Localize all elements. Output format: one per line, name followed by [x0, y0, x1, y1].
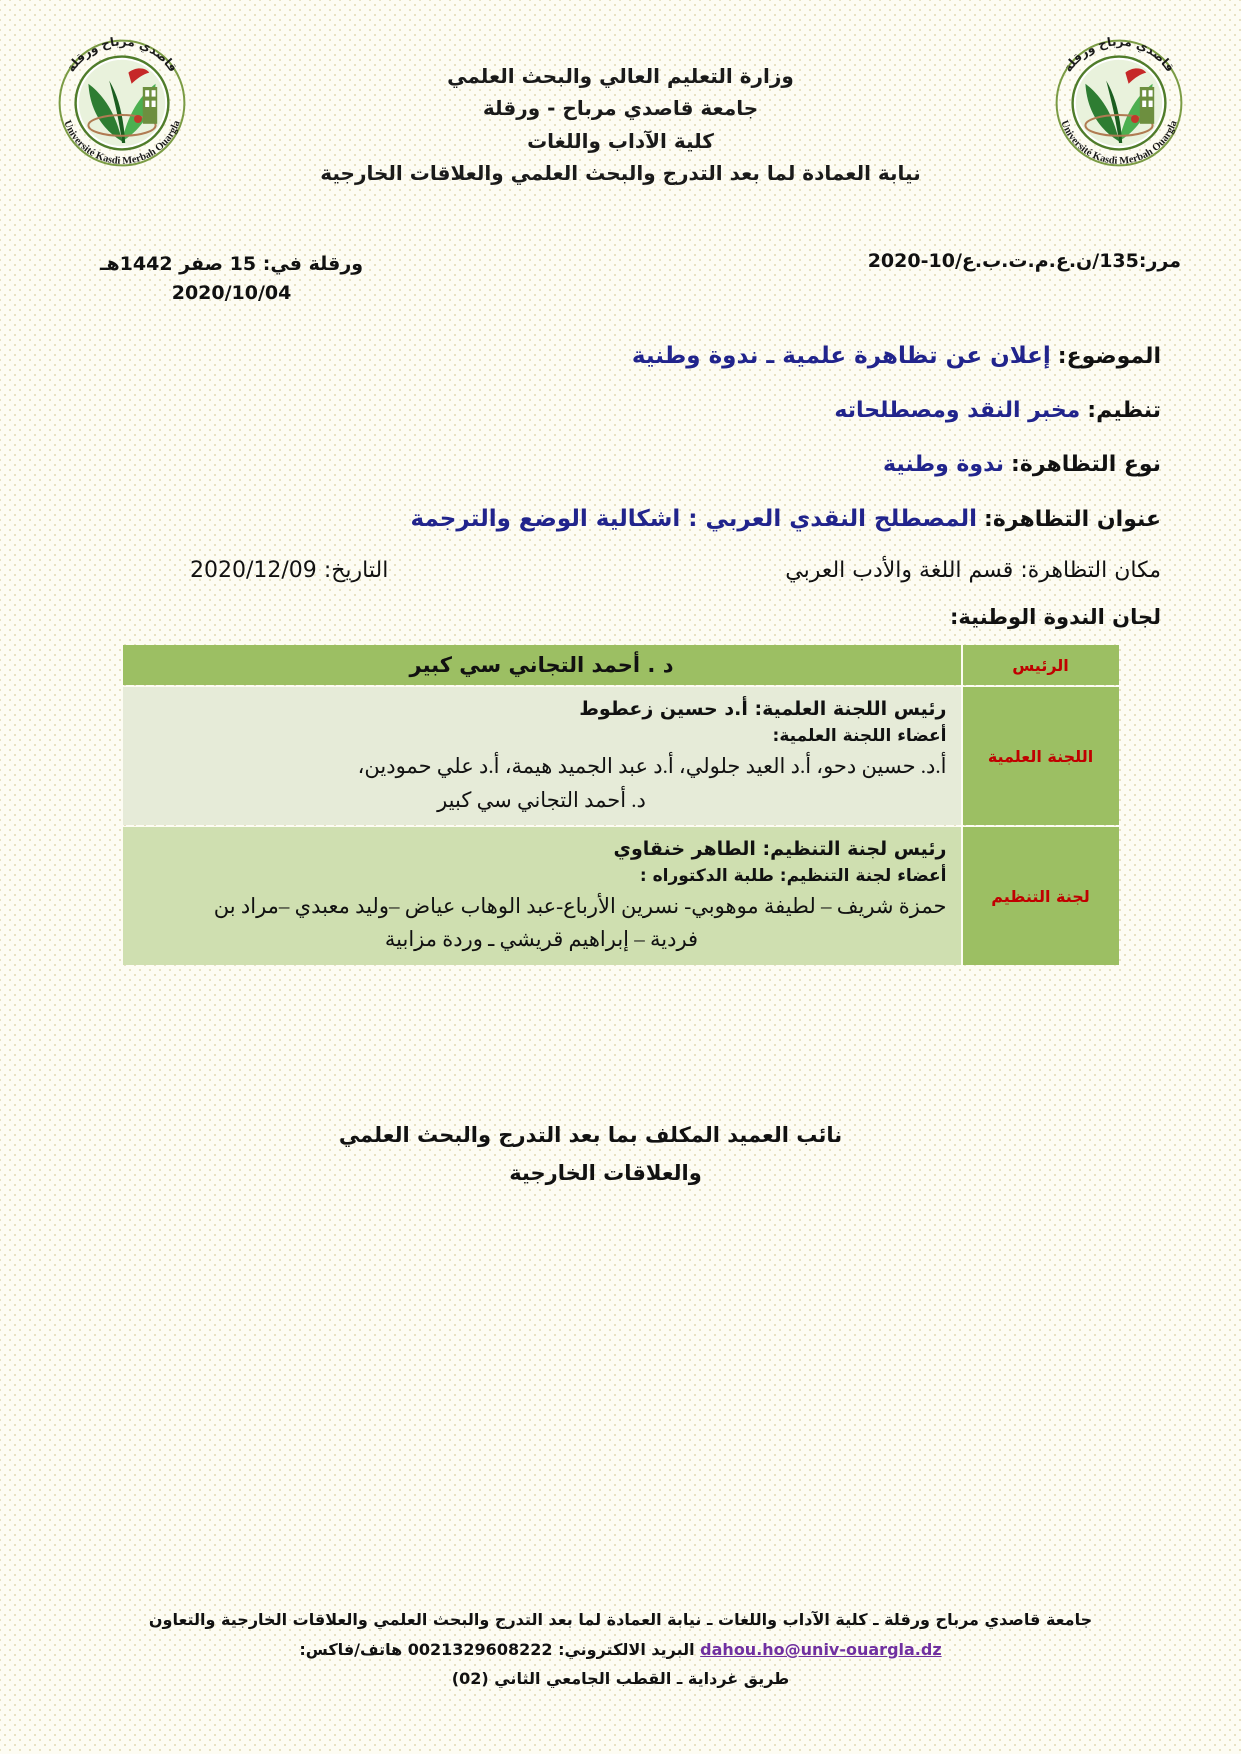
table-row [123, 687, 1119, 825]
svg-text:Université Kasdi Merbah Ouargl: Université Kasdi Merbah Ouargla [61, 118, 183, 167]
event-type-value: ندوة وطنية [883, 452, 1005, 478]
organizing-members-line-1: حمزة شريف – لطيفة موهوبي- نسرين الأرباع-عبد الوهاب عياض –وليد معبدي –مراد بن [213, 893, 947, 918]
date-value: 2020/12/09 [190, 558, 317, 584]
organizing-chair-name: الطاهر خنقاوي [613, 838, 756, 861]
organizing-chair-line [137, 835, 947, 864]
ministry-line: وزارة التعليم العالي والبحث العلمي [447, 64, 794, 88]
organizer-value: مخبر النقد ومصطلحاته [834, 398, 1081, 424]
signature-block [0, 1117, 1241, 1193]
signature-line-1: نائب العميد المكلف بما بعد التدرج والبحث العلمي [338, 1122, 843, 1147]
footer-email[interactable]: dahou.ho@univ-ouargla.dz [700, 1639, 942, 1659]
organizing-chair-prefix: رئيس لجنة التنظيم: [762, 838, 947, 861]
signature-line-2: والعلاقات الخارجية [509, 1160, 702, 1185]
place-date-block [100, 250, 363, 309]
subject-value: إعلان عن تظاهرة علمية ـ ندوة وطنية [631, 343, 1051, 369]
footer-phone-label: هاتف/فاكس: [299, 1639, 403, 1659]
document-footer [0, 1605, 1241, 1694]
footer-email-label: البريد الالكتروني: [558, 1639, 695, 1659]
date-place-row [80, 558, 1161, 583]
event-type-label: نوع التظاهرة: [1011, 452, 1161, 478]
subject-label: الموضوع: [1057, 344, 1161, 369]
scientific-committee-cell [123, 687, 961, 825]
place-label: مكان التظاهرة: [1020, 558, 1161, 584]
scientific-chair-line: رئيس اللجنة العلمية: أ.د حسين زعطوط [579, 698, 947, 721]
row-category-scientific: اللجنة العلمية [963, 687, 1119, 825]
footer-phone-value: 0021329608222 [407, 1639, 553, 1659]
place-date-gregorian: 2020/10/04 [171, 282, 292, 305]
row-category-president: الرئيس [963, 645, 1119, 685]
svg-text:Université Kasdi Merbah Ouargl: Université Kasdi Merbah Ouargla [1058, 118, 1180, 167]
president-name: د . أحمد التجاني سي كبير [123, 645, 961, 685]
header-title-block [0, 60, 1241, 190]
footer-address-line: جامعة قاصدي مرباح ورقلة ـ كلية الآداب واللغات ـ نيابة العمادة لما بعد التدرج والبحث العلمي والعلاقات الخارجية والتعاون [148, 1610, 1093, 1630]
scientific-members-line-2: د. أحمد التجاني سي كبير [437, 787, 646, 812]
organizing-members-label [137, 866, 947, 886]
place-date-hijri: ورقلة في: 15 صفر 1442هـ [100, 253, 364, 275]
scientific-members-line-1: أ.د. حسين دحو، أ.د العيد جلولي، أ.د عبد الجميد هيمة، أ.د علي حمودين، [357, 753, 947, 778]
organizer-line [80, 395, 1161, 427]
footer-campus-line: طريق غرداية ـ القطب الجامعي الثاني (02) [451, 1669, 790, 1689]
event-title-line [80, 503, 1161, 536]
event-title-label: عنوان التظاهرة: [984, 507, 1161, 533]
deanship-line: نيابة العمادة لما بعد التدرج والبحث العلمي والعلاقات الخارجية [320, 161, 921, 186]
table-row [123, 827, 1119, 965]
svg-text:قاصدي مرباح ورقلة: قاصدي مرباح ورقلة [1060, 34, 1178, 75]
announcement-meta [80, 340, 1161, 583]
organizing-members-prefix: أعضاء لجنة التنظيم: [779, 865, 947, 886]
place-value: قسم اللغة والأدب العربي [785, 558, 1014, 584]
svg-text:قاصدي مرباح ورقلة: قاصدي مرباح ورقلة [63, 34, 181, 75]
organizer-label: تنظيم: [1087, 398, 1161, 424]
reference-row [0, 248, 1241, 322]
committees-table [121, 643, 1121, 966]
event-title-value: المصطلح النقدي العربي : اشكالية الوضع والترجمة [410, 506, 978, 533]
organizing-members-line-2: فردية – إبراهيم قريشي ـ وردة مزابية [384, 927, 699, 952]
organizing-committee-cell [123, 827, 961, 965]
date-label: التاريخ: [323, 558, 389, 584]
committee-heading: لجان الندوة الوطنية: [950, 605, 1161, 630]
document-header [0, 0, 1241, 210]
row-category-organizing: لجنة التنظيم [963, 827, 1119, 965]
event-type-line [80, 449, 1161, 481]
faculty-line: كلية الآداب واللغات [527, 128, 714, 153]
subject-line [80, 340, 1161, 373]
footer-contact-line [0, 1635, 1241, 1665]
table-row [123, 645, 1119, 685]
scientific-members-label: أعضاء اللجنة العلمية: [772, 725, 947, 746]
date-cell [190, 558, 388, 583]
organizing-members-bold: طلبة الدكتوراه : [639, 865, 774, 886]
reference-number: مرر:135/ن.ع.م.ت.ب.ع/10-2020 [867, 250, 1181, 272]
place-cell [785, 558, 1161, 583]
university-line: جامعة قاصدي مرباح - ورقلة [482, 96, 759, 121]
